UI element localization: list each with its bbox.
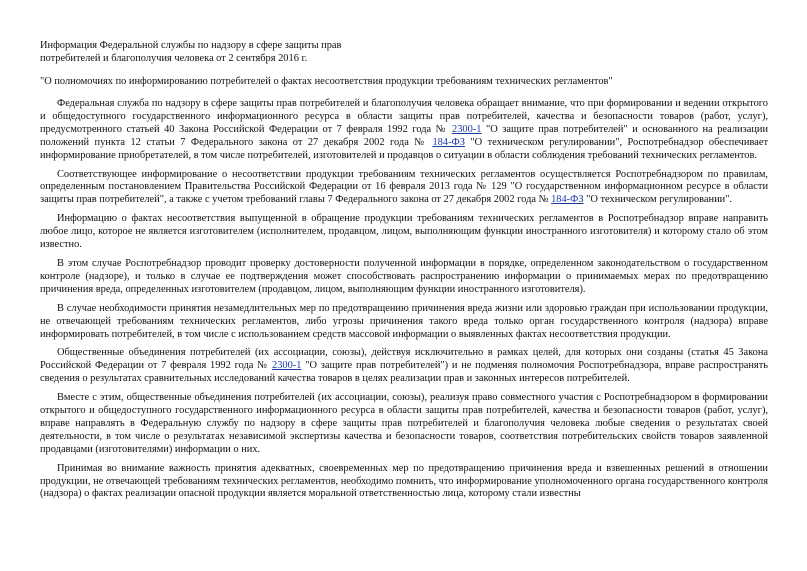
document-body — [40, 98, 768, 501]
document-header — [40, 39, 768, 65]
paragraph-8: Принимая во внимание важность принятия адекватных, своевременных мер по предотвращению причинения вреда и взвешенных решений в отношении продукции, не отвечающей требованиям технических регламентов, необходимо помнить, что информирование уполномоченного органа государственного контроля (надзора) о фактах реализации опасной продукции является моральной ответственностью лица, которому стали известны — [40, 462, 768, 500]
document-subtitle: "О полномочиях по информированию потребителей о фактах несоответствия продукции требованиям технических регламентов" — [40, 76, 613, 87]
paragraph-3: Информацию о фактах несоответствия выпущенной в обращение продукции требованиям технических регламентов в Роспотребнадзор вправе направить любое лицо, которое не является изготовителем (исполнителем, продавцом, лицом, выполняющим функции иностранного изготовителя) и которому стало об этом известно. — [40, 213, 768, 251]
paragraph-1: Федеральная служба по надзору в сфере защиты прав потребителей и благополучия человека обращает внимание, что при формировании и ведении открытого и общедоступного государственного информационного ресурса в области защиты прав потребителей, качества и безопасности товаров (работ, услуг), предусмотренного статьей 40 Закона Российской Федерации от 7 февраля 1992 года № 2300-1 "О защите прав потребителей" и основанного на реализации положений пункта 12 статьи 7 Федерального закона от 27 декабря 2002 года № 184-ФЗ "О техническом регулировании", Роспотребнадзор обеспечивает информирование приобретателей, в том числе потребителей, изготовителей и продавцов о ситуации в области соблюдения требований технических регламентов. — [40, 98, 769, 161]
paragraph-4: В этом случае Роспотребнадзор проводит проверку достоверности полученной информации в порядке, определенном законодательством о государственном контроле (надзоре), и только в случае ее подтверждения может способствовать распространению информации о принимаемых мерах по предотвращению причинения вреда, определенных изготовителем (продавцом, лицом, выполняющим функции иностранного изготовителя). — [40, 257, 768, 295]
document-page — [40, 39, 768, 507]
header-line-1: Информация Федеральной службы по надзору в сфере защиты прав — [40, 40, 342, 51]
law-link-184-fz[interactable]: 184-ФЗ — [551, 194, 584, 206]
paragraph-2: Соответствующее информирование о несоответствии продукции требованиям технических регламентов осуществляется Роспотребнадзором по правилам, определенным постановлением Правительства Российской Федерации от 16 февраля 2013 года № 129 "О государственном информационном ресурсе в области защиты прав потребителей", а также с учетом требований главы 7 Федерального закона от 27 декабря 2002 года № 184-ФЗ "О техническом регулировании". — [40, 168, 768, 206]
law-link-2300-1[interactable]: 2300-1 — [272, 360, 302, 372]
paragraph-5: В случае необходимости принятия незамедлительных мер по предотвращению причинения вреда жизни или здоровью граждан при использовании продукции, не отвечающей требованиям технических регламентов, либо угрозы причинения такого вреда только орган государственного контроля (надзора) вправе информировать потребителей, в том числе с использованием средств массовой информации о выявленных фактах несоответствия продукции. — [40, 302, 768, 340]
law-link-184-fz[interactable]: 184-ФЗ — [432, 136, 465, 148]
law-link-2300-1[interactable]: 2300-1 — [452, 123, 482, 135]
header-line-2: потребителей и благополучия человека от 2 сентября 2016 г. — [40, 53, 308, 64]
paragraph-6: Общественные объединения потребителей (их ассоциации, союзы), действуя исключительно в рамках целей, для которых они созданы (статья 45 Закона Российской Федерации от 7 февраля 1992 года № 2300-1 "О защите прав потребителей") и не подменяя полномочия Роспотребнадзора, вправе распространять сведения о результатах сравнительных исследований качества товаров в целях реализации прав и законных интересов потребителей. — [40, 347, 768, 385]
paragraph-7: Вместе с этим, общественные объединения потребителей (их ассоциации, союзы), реализуя право совместного участия с Роспотребнадзором в формировании открытого и общедоступного государственного информационного ресурса в области защиты прав потребителей, качества и безопасности товаров (работ, услуг), вправе направлять в Федеральную службу по надзору в сфере защиты прав потребителей и благополучия человека любые сведения о результатах своей деятельности, в том числе о результатах независимой экспертизы качества и безопасности товаров, соответствия потребительских свойств товаров заявленной продавцами (изготовителями) информации о них. — [40, 392, 768, 455]
